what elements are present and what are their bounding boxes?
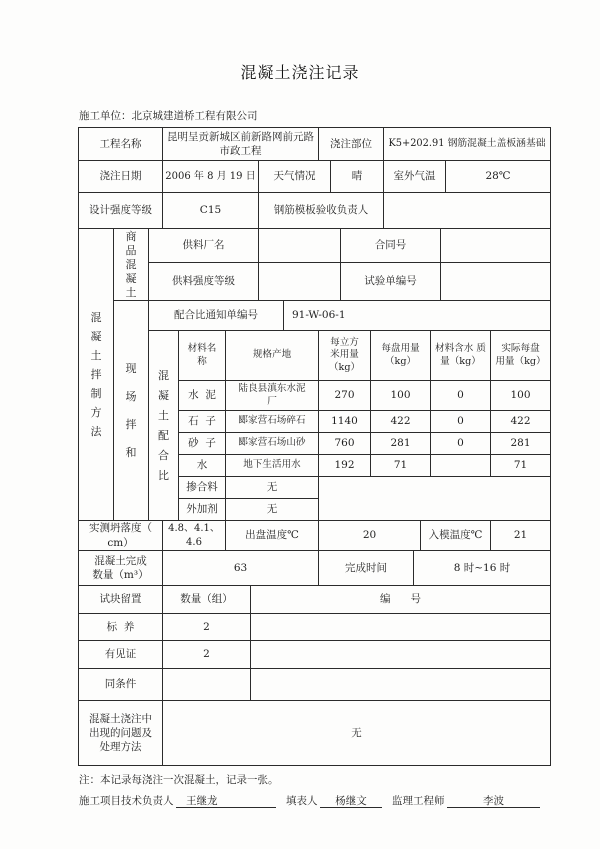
supervisor-name: 李波	[447, 793, 540, 808]
specimen-type: 有见证	[78, 640, 163, 669]
mix-additives-blank	[318, 476, 551, 521]
mix-row-per-batch: 100	[370, 380, 431, 411]
specimens-label: 试块留置	[78, 585, 163, 614]
slump-label: 实测坍落度（ cm）	[78, 520, 163, 551]
tech-lead-label: 施工项目技术负责人	[79, 795, 174, 807]
specimen-number	[250, 640, 551, 669]
rebar-inspector-value	[383, 192, 551, 229]
pour-date-label: 浇注日期	[78, 160, 163, 193]
mold-temp-label: 入模温度℃	[420, 520, 491, 551]
specimen-type: 同条件	[78, 668, 163, 701]
slump-value: 4.8、4.1、 4.6	[162, 520, 226, 551]
footer-note: 注：本记录每浇注一次混凝土，记录一张。	[79, 774, 279, 786]
pour-location-label: 浇注部位	[318, 127, 384, 161]
specimen-number	[250, 613, 551, 641]
supplier-value	[258, 228, 341, 263]
onsite-mixing-label-text: 现场拌和	[125, 361, 137, 459]
mix-row-per-m3: 1140	[318, 410, 371, 433]
problems-value: 无	[162, 700, 551, 766]
design-grade-value: C15	[162, 192, 259, 229]
supervisor-label: 监理工程师	[392, 795, 445, 807]
discharge-temp-value: 20	[318, 520, 421, 551]
commercial-concrete-label-text: 商品混凝土	[125, 229, 137, 299]
completion-time-value: 8 时~16 时	[413, 550, 551, 586]
mix-row-per-m3: 270	[318, 380, 371, 411]
mix-row-moisture: 0	[430, 380, 491, 411]
mix-row-per-m3: 760	[318, 432, 371, 455]
mix-row-material: 水	[178, 454, 226, 477]
mixing-method-label-text: 混凝土拌制方法	[90, 311, 102, 438]
col-header-per-batch: 每盘用量 （kg）	[370, 330, 431, 381]
mix-notice-number: 91-W-06-1	[283, 300, 551, 331]
pour-date-value: 2006 年 8 月 19 日	[162, 160, 259, 193]
specimens-count-header: 数量（组）	[162, 585, 251, 614]
specimens-number-header: 编 号	[250, 585, 551, 614]
filler-name: 杨继文	[320, 793, 382, 808]
mix-row-spec-origin: 陆良县滇东水泥 厂	[225, 380, 319, 411]
mixing-method-label	[78, 228, 114, 521]
mix-row-material: 石 子	[178, 410, 226, 433]
test-report-value	[440, 262, 551, 301]
construction-unit-name: 北京城建道桥工程有限公司	[131, 110, 258, 122]
construction-unit-label: 施工单位：	[79, 110, 132, 122]
mix-row-moisture	[430, 454, 491, 477]
specimen-count: 2	[162, 640, 251, 669]
tech-lead-name: 王继龙	[176, 793, 276, 808]
pour-location-value: K5+202.91 钢筋混凝土盖板涵基础	[383, 127, 551, 161]
col-header-per-m3: 每立方 米用量 （kg）	[318, 330, 371, 381]
weather-value: 晴	[330, 160, 384, 193]
problems-label: 混凝土浇注中 出现的问题及 处理方法	[78, 700, 163, 766]
specimen-type: 标 养	[78, 613, 163, 641]
outdoor-temp-label: 室外气温	[383, 160, 446, 193]
contract-value	[440, 228, 551, 263]
mix-row-moisture: 0	[430, 410, 491, 433]
mold-temp-value: 21	[490, 520, 551, 551]
mix-row-material: 掺合料	[178, 476, 226, 499]
mix-row-spec-origin: 郾家营石场碎石	[225, 410, 319, 433]
mix-row-material: 水 泥	[178, 380, 226, 411]
col-header-material: 材料名 称	[178, 330, 226, 381]
completion-time-label: 完成时间	[318, 550, 414, 586]
discharge-temp-label: 出盘温度℃	[225, 520, 319, 551]
outdoor-temp-value: 28℃	[445, 160, 551, 193]
supply-grade-value	[258, 262, 341, 301]
mix-row-spec-origin: 无	[225, 476, 319, 499]
col-header-moisture: 材料含水 质 量（kg）	[430, 330, 491, 381]
project-name-label: 工程名称	[78, 127, 163, 161]
mix-row-moisture: 0	[430, 432, 491, 455]
test-report-label: 试验单编号	[340, 262, 441, 301]
mix-ratio-label	[148, 330, 179, 521]
mix-row-actual-per-batch: 281	[490, 432, 551, 455]
specimen-number	[250, 668, 551, 701]
onsite-mixing-label	[113, 300, 149, 521]
mix-ratio-label-text: 混凝土配合比	[157, 368, 169, 482]
mix-row-spec-origin: 地下生活用水	[225, 454, 319, 477]
mix-row-actual-per-batch: 71	[490, 454, 551, 477]
rebar-inspector-label: 钢筋模板验收负责人	[258, 192, 384, 229]
col-header-spec-origin: 规格产地	[225, 330, 319, 381]
design-grade-label: 设计强度等级	[78, 192, 163, 229]
mix-row-per-batch: 422	[370, 410, 431, 433]
page-title: 混凝土浇注记录	[240, 63, 360, 82]
completion-quantity-label: 混凝土完成 数量（m³）	[78, 550, 163, 586]
mix-row-spec-origin: 无	[225, 498, 319, 521]
filler-label: 填表人	[286, 795, 318, 807]
mix-row-per-batch: 71	[370, 454, 431, 477]
mix-row-material: 砂 子	[178, 432, 226, 455]
supply-grade-label: 供料强度等级	[148, 262, 259, 301]
contract-label: 合同号	[340, 228, 441, 263]
project-name-value: 昆明呈贡新城区前新路网前元路 市政工程	[162, 127, 319, 161]
specimen-count	[162, 668, 251, 701]
supplier-label: 供料厂名	[148, 228, 259, 263]
weather-label: 天气情况	[258, 160, 331, 193]
construction-unit	[79, 108, 258, 123]
col-header-actual-per-batch: 实际每盘 用量（kg）	[490, 330, 551, 381]
mix-row-per-batch: 281	[370, 432, 431, 455]
mix-row-actual-per-batch: 422	[490, 410, 551, 433]
mix-row-spec-origin: 郾家营石场山砂	[225, 432, 319, 455]
mix-row-material: 外加剂	[178, 498, 226, 521]
commercial-concrete-label	[113, 228, 149, 301]
mix-row-actual-per-batch: 100	[490, 380, 551, 411]
specimen-count: 2	[162, 613, 251, 641]
mix-row-per-m3: 192	[318, 454, 371, 477]
mix-notice-label: 配合比通知单编号	[148, 300, 284, 331]
completion-quantity-value: 63	[162, 550, 319, 586]
